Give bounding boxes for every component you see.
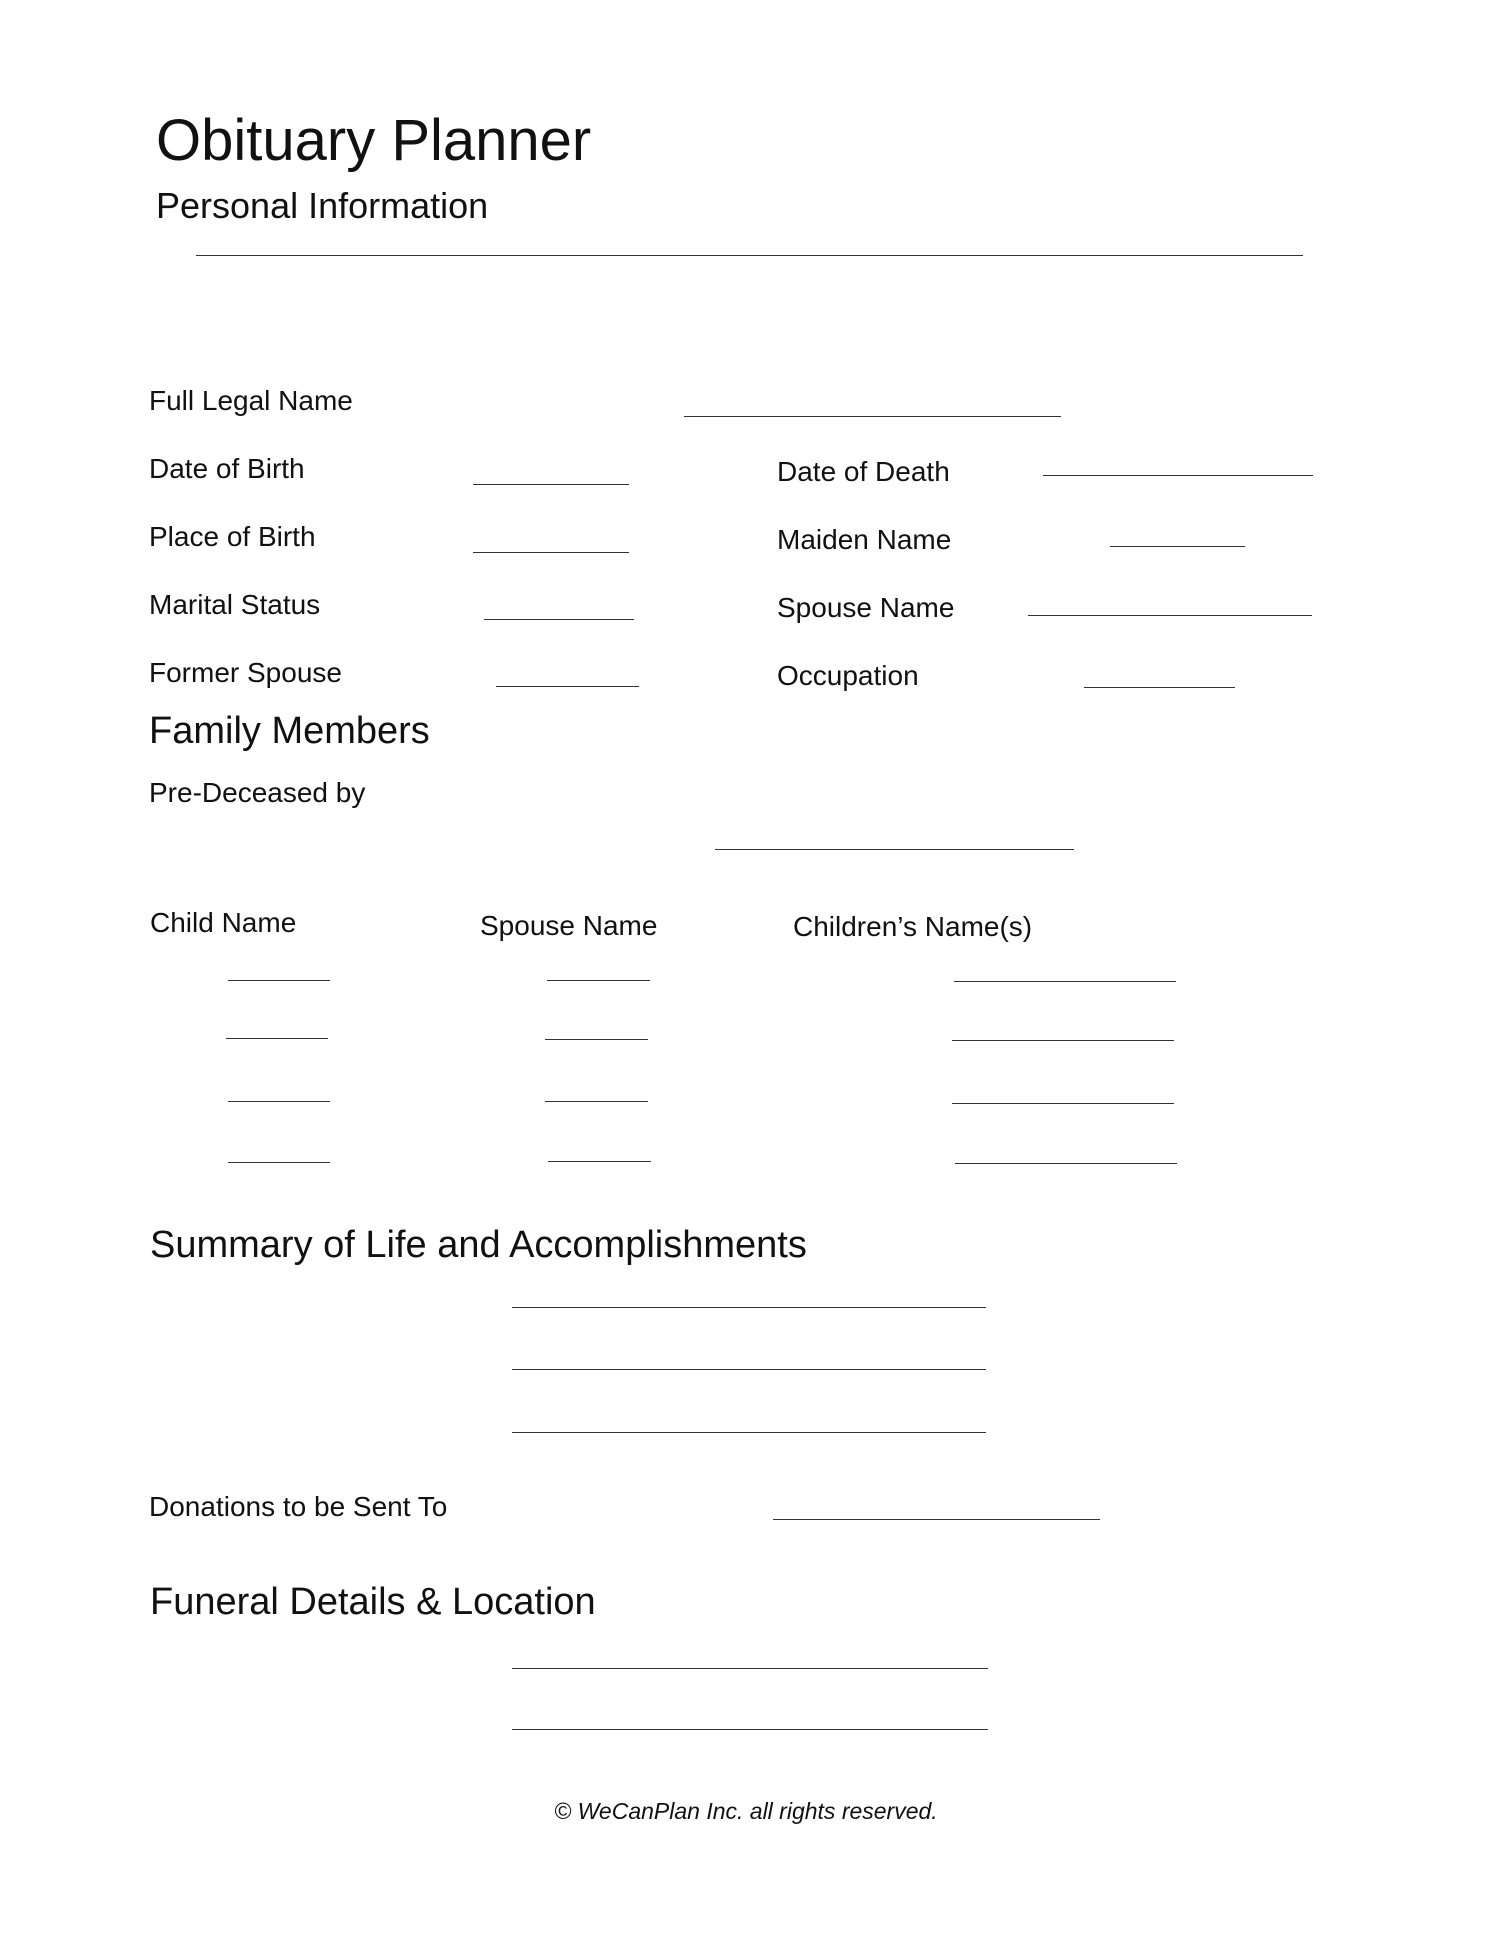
summary-field[interactable] (512, 1307, 986, 1308)
child-spouse-name-field[interactable] (548, 1161, 651, 1162)
child-name-field[interactable] (228, 1162, 330, 1163)
child-name-field[interactable] (228, 980, 330, 981)
place-of-birth-label: Place of Birth (149, 521, 316, 552)
marital-status-field[interactable] (484, 619, 634, 620)
childrens-names-field[interactable] (952, 1103, 1174, 1104)
summary-heading: Summary of Life and Accomplishments (150, 1224, 807, 1266)
summary-field[interactable] (512, 1432, 986, 1433)
copyright-footer: © WeCanPlan Inc. all rights reserved. (554, 1798, 938, 1824)
childrens-names-field[interactable] (955, 1163, 1177, 1164)
childrens-names-field[interactable] (952, 1040, 1174, 1041)
former-spouse-field[interactable] (496, 686, 639, 687)
full-legal-name-field[interactable] (684, 416, 1061, 417)
date-of-death-label: Date of Death (777, 456, 950, 487)
summary-field[interactable] (512, 1369, 986, 1370)
page-subtitle: Personal Information (156, 185, 489, 226)
header-divider (196, 255, 1303, 256)
child-spouse-name-field[interactable] (545, 1039, 648, 1040)
child-name-column-header: Child Name (150, 907, 297, 938)
spouse-name-label: Spouse Name (777, 592, 955, 623)
spouse-name-column-header: Spouse Name (480, 910, 658, 941)
childrens-names-field[interactable] (954, 981, 1176, 982)
pre-deceased-field[interactable] (715, 849, 1074, 850)
child-name-field[interactable] (226, 1038, 328, 1039)
childrens-names-column-header: Children’s Name(s) (793, 911, 1033, 942)
date-of-birth-label: Date of Birth (149, 453, 305, 484)
place-of-birth-field[interactable] (473, 552, 629, 553)
funeral-field[interactable] (512, 1668, 988, 1669)
funeral-heading: Funeral Details & Location (150, 1581, 596, 1623)
family-members-heading: Family Members (149, 710, 430, 752)
child-name-field[interactable] (228, 1101, 330, 1102)
former-spouse-label: Former Spouse (149, 657, 342, 688)
full-legal-name-label: Full Legal Name (149, 385, 353, 416)
page-title: Obituary Planner (156, 108, 592, 173)
date-of-death-field[interactable] (1043, 475, 1313, 476)
occupation-label: Occupation (777, 660, 919, 691)
occupation-field[interactable] (1084, 687, 1235, 688)
funeral-field[interactable] (512, 1729, 988, 1730)
spouse-name-field[interactable] (1028, 615, 1312, 616)
maiden-name-label: Maiden Name (777, 524, 952, 555)
child-spouse-name-field[interactable] (545, 1101, 648, 1102)
pre-deceased-label: Pre-Deceased by (149, 777, 366, 808)
maiden-name-field[interactable] (1110, 546, 1245, 547)
donations-field[interactable] (773, 1519, 1100, 1520)
marital-status-label: Marital Status (149, 589, 321, 620)
date-of-birth-field[interactable] (473, 484, 629, 485)
donations-label: Donations to be Sent To (149, 1491, 448, 1522)
child-spouse-name-field[interactable] (547, 980, 650, 981)
